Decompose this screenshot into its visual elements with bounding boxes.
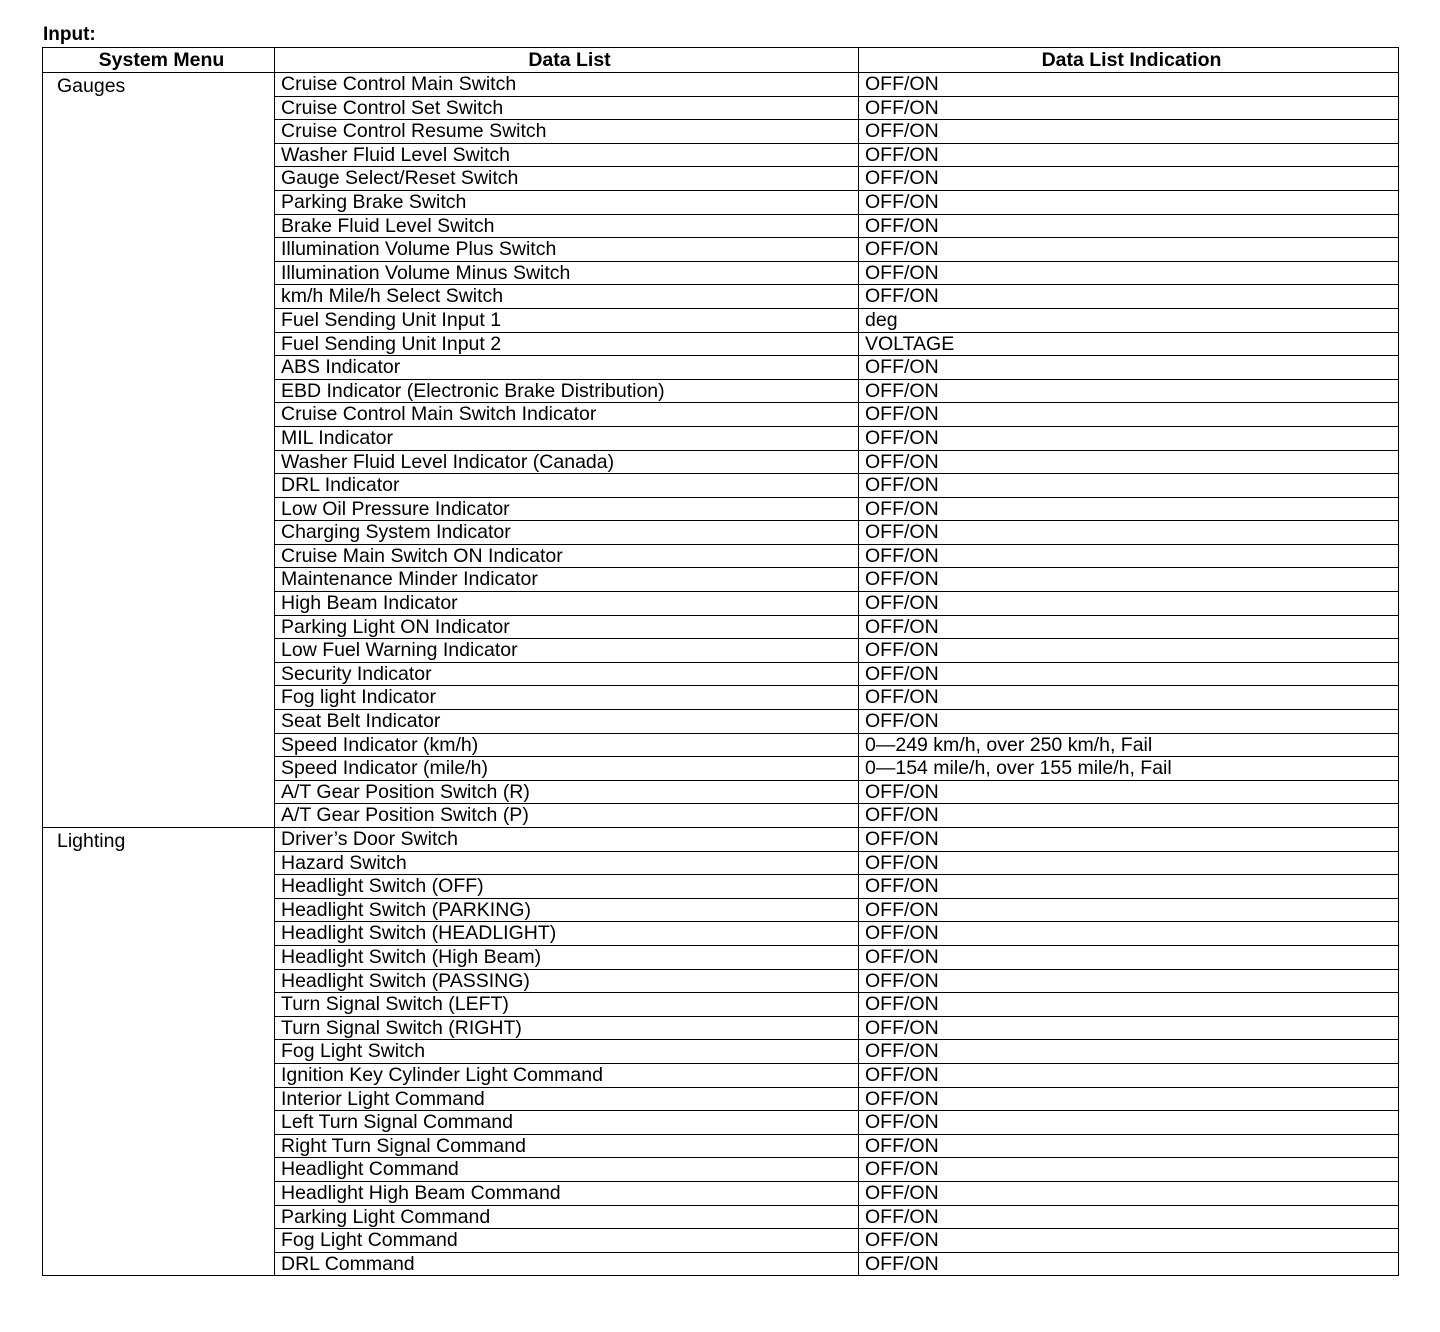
data-list-item: Headlight Switch (PARKING) [275,898,859,922]
data-list-indication: OFF/ON [859,1016,1399,1040]
data-list-item: DRL Command [275,1252,859,1276]
data-list-item: Cruise Control Main Switch Indicator [275,403,859,427]
data-list-item: Headlight Switch (High Beam) [275,945,859,969]
data-list-indication: OFF/ON [859,780,1399,804]
data-list-indication: OFF/ON [859,804,1399,828]
data-list-indication: OFF/ON [859,143,1399,167]
table-row [43,828,1399,852]
data-list-item: Cruise Control Resume Switch [275,120,859,144]
data-list-item: Interior Light Command [275,1087,859,1111]
data-list-indication: OFF/ON [859,403,1399,427]
data-list-indication: OFF/ON [859,120,1399,144]
data-list-indication: OFF/ON [859,214,1399,238]
data-list-item: A/T Gear Position Switch (P) [275,804,859,828]
data-list-item: Turn Signal Switch (LEFT) [275,993,859,1017]
data-list-indication: OFF/ON [859,662,1399,686]
data-list-item: Maintenance Minder Indicator [275,568,859,592]
data-list-indication: OFF/ON [859,450,1399,474]
data-list-indication: deg [859,308,1399,332]
data-list-indication: OFF/ON [859,592,1399,616]
data-list-item: Fog light Indicator [275,686,859,710]
data-list-item: Parking Light ON Indicator [275,615,859,639]
data-list-indication: OFF/ON [859,969,1399,993]
data-list-indication: OFF/ON [859,922,1399,946]
data-list-item: Headlight High Beam Command [275,1181,859,1205]
data-list-item: A/T Gear Position Switch (R) [275,780,859,804]
data-list-indication: OFF/ON [859,1111,1399,1135]
data-list-item: Cruise Control Main Switch [275,73,859,97]
data-list-indication: OFF/ON [859,615,1399,639]
data-list-item: Seat Belt Indicator [275,710,859,734]
data-list-item: Low Oil Pressure Indicator [275,497,859,521]
data-list-indication: OFF/ON [859,379,1399,403]
data-list-indication: OFF/ON [859,945,1399,969]
data-list-indication: OFF/ON [859,1181,1399,1205]
data-list-item: Illumination Volume Plus Switch [275,238,859,262]
data-list-indication: OFF/ON [859,1040,1399,1064]
header-data-list-indication: Data List Indication [859,48,1399,73]
data-list-item: Left Turn Signal Command [275,1111,859,1135]
data-list-item: Fog Light Command [275,1229,859,1253]
data-list-item: Driver’s Door Switch [275,828,859,852]
data-list-item: MIL Indicator [275,426,859,450]
data-list-indication: OFF/ON [859,1229,1399,1253]
system-menu-cell: Lighting [43,828,275,1276]
data-list-indication: OFF/ON [859,710,1399,734]
data-list-indication: 0—249 km/h, over 250 km/h, Fail [859,733,1399,757]
table-row [43,73,1399,97]
data-list-indication: OFF/ON [859,238,1399,262]
data-list-item: High Beam Indicator [275,592,859,616]
data-list-item: km/h Mile/h Select Switch [275,285,859,309]
data-list-indication: OFF/ON [859,261,1399,285]
data-list-indication: OFF/ON [859,426,1399,450]
data-list-indication: OFF/ON [859,167,1399,191]
data-list-item: Parking Brake Switch [275,190,859,214]
data-list-item: Right Turn Signal Command [275,1134,859,1158]
data-list-indication: OFF/ON [859,639,1399,663]
data-list-item: Charging System Indicator [275,521,859,545]
data-list-indication: OFF/ON [859,1205,1399,1229]
data-list-indication: OFF/ON [859,96,1399,120]
data-list-indication: OFF/ON [859,568,1399,592]
data-list-item: Security Indicator [275,662,859,686]
data-list-item: Low Fuel Warning Indicator [275,639,859,663]
header-data-list: Data List [275,48,859,73]
data-list-item: Fog Light Switch [275,1040,859,1064]
data-list-indication: OFF/ON [859,686,1399,710]
data-list-indication: OFF/ON [859,1158,1399,1182]
data-list-item: Headlight Switch (HEADLIGHT) [275,922,859,946]
data-list-indication: 0—154 mile/h, over 155 mile/h, Fail [859,757,1399,781]
data-list-item: Brake Fluid Level Switch [275,214,859,238]
data-list-indication: OFF/ON [859,993,1399,1017]
data-list-item: Headlight Command [275,1158,859,1182]
data-list-item: Fuel Sending Unit Input 1 [275,308,859,332]
system-menu-cell: Gauges [43,73,275,828]
header-system-menu: System Menu [43,48,275,73]
data-list-item: Fuel Sending Unit Input 2 [275,332,859,356]
data-list-indication: OFF/ON [859,851,1399,875]
data-list-indication: VOLTAGE [859,332,1399,356]
data-list-item: Headlight Switch (PASSING) [275,969,859,993]
table-header-row [43,48,1399,73]
data-list-item: Cruise Control Set Switch [275,96,859,120]
data-list-item: Speed Indicator (mile/h) [275,757,859,781]
data-list-item: EBD Indicator (Electronic Brake Distribution) [275,379,859,403]
data-list-indication: OFF/ON [859,190,1399,214]
data-list-item: Washer Fluid Level Indicator (Canada) [275,450,859,474]
data-list-item: ABS Indicator [275,356,859,380]
data-list-item: Hazard Switch [275,851,859,875]
data-list-table [42,47,1399,1276]
data-list-item: Speed Indicator (km/h) [275,733,859,757]
data-list-indication: OFF/ON [859,497,1399,521]
data-list-indication: OFF/ON [859,1063,1399,1087]
data-list-indication: OFF/ON [859,875,1399,899]
data-list-item: DRL Indicator [275,474,859,498]
section-title: Input: [43,24,96,45]
data-list-indication: OFF/ON [859,521,1399,545]
data-list-indication: OFF/ON [859,1087,1399,1111]
data-list-indication: OFF/ON [859,356,1399,380]
data-list-item: Illumination Volume Minus Switch [275,261,859,285]
data-list-indication: OFF/ON [859,474,1399,498]
data-list-indication: OFF/ON [859,1252,1399,1276]
data-list-indication: OFF/ON [859,285,1399,309]
data-list-item: Washer Fluid Level Switch [275,143,859,167]
data-list-item: Gauge Select/Reset Switch [275,167,859,191]
data-list-item: Ignition Key Cylinder Light Command [275,1063,859,1087]
data-list-item: Cruise Main Switch ON Indicator [275,544,859,568]
table-body [43,73,1399,1276]
data-list-indication: OFF/ON [859,1134,1399,1158]
data-list-indication: OFF/ON [859,898,1399,922]
data-list-indication: OFF/ON [859,544,1399,568]
data-list-indication: OFF/ON [859,828,1399,852]
data-list-item: Parking Light Command [275,1205,859,1229]
data-list-indication: OFF/ON [859,73,1399,97]
data-list-item: Turn Signal Switch (RIGHT) [275,1016,859,1040]
data-list-item: Headlight Switch (OFF) [275,875,859,899]
